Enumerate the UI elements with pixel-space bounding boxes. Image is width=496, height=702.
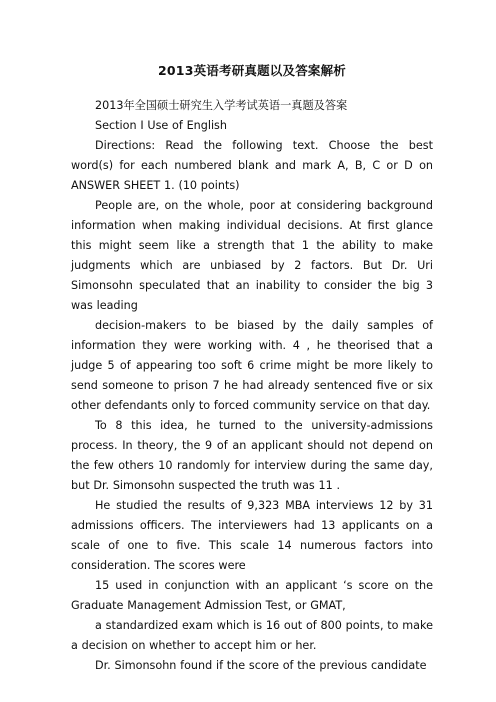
document-title: 2013英语考研真题以及答案解析 xyxy=(158,63,346,78)
body-paragraph: decision-makers to be biased by the daily samples of information they were working with. 4 , he theorised that a judge 5 of appearing too soft 6 crime might be more likely to send someone to prison 7 he had already sentenced five or six other defendants only to forced community service on that day. xyxy=(71,319,433,412)
body-paragraph: Dr. Simonsohn found if the score of the previous candidate xyxy=(95,659,427,672)
body-paragraph: People are, on the whole, poor at considering background information when making individual decisions. At first glance this might seem like a strength that 1 the ability to make judgments which are unbiased by 2 factors. But Dr. Uri Simonsohn speculated that an inability to consider the big 3 was leading xyxy=(71,199,433,312)
body-paragraph: 15 used in conjunction with an applicant ‘s score on the Graduate Management Admission Test, or GMAT, xyxy=(71,579,433,612)
body-paragraph: He studied the results of 9,323 MBA interviews 12 by 31 admissions officers. The interviewers had 13 applicants on a scale of one to five. This scale 14 numerous factors into consideration. The scores were xyxy=(71,499,433,572)
body-paragraph: To 8 this idea, he turned to the university-admissions process. In theory, the 9 of an applicant should not depend on the few others 10 randomly for interview during the same day, but Dr. Simonsohn suspected the truth was 11 . xyxy=(71,419,433,492)
body-paragraph: a standardized exam which is 16 out of 800 points, to make a decision on whether to accept him or her. xyxy=(71,619,433,652)
exam-subtitle: 2013年全国硕士研究生入学考试英语一真题及答案 xyxy=(95,99,348,112)
section-heading: Section I Use of English xyxy=(95,119,227,132)
directions-paragraph: Directions: Read the following text. Choose the best word(s) for each numbered blank and mark A, B, C or D on ANSWER SHEET 1. (10 points) xyxy=(71,139,433,192)
